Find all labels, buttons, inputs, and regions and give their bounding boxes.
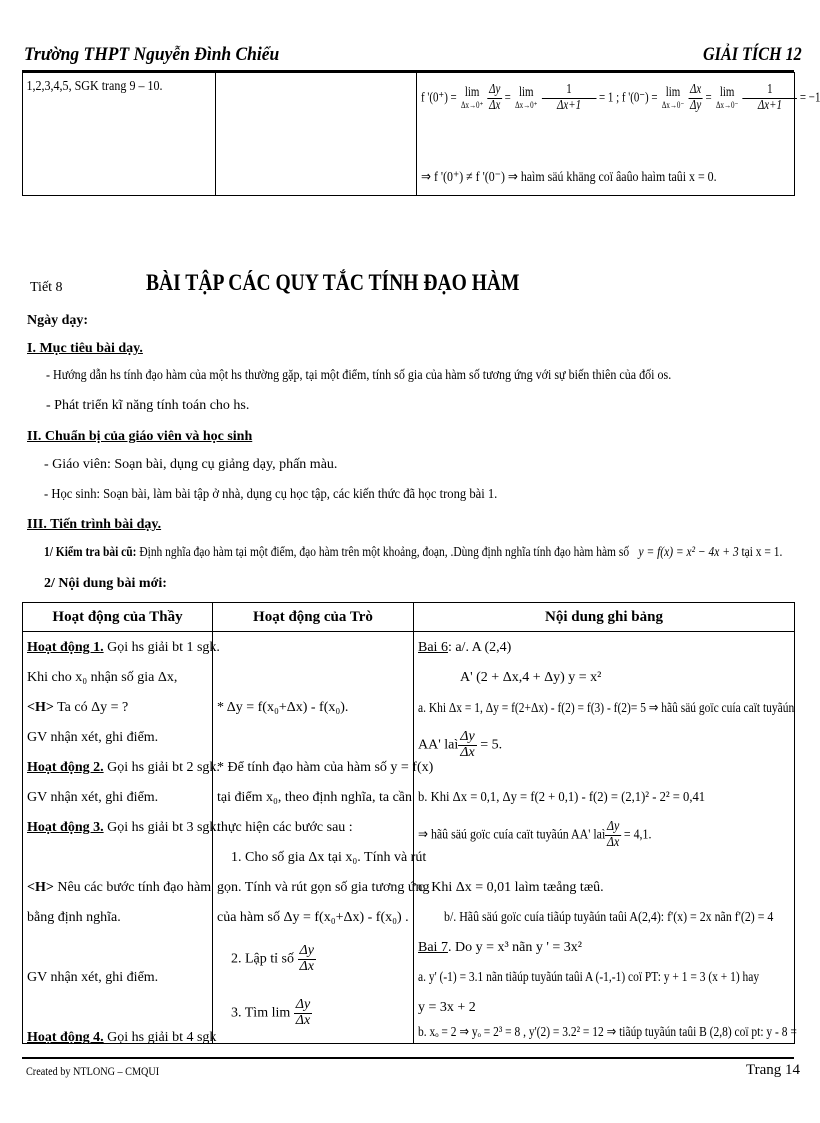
lim-text: lim	[464, 85, 480, 101]
line-b2	[418, 820, 651, 850]
noi-dung-label: 2/ Nội dung bài mới:	[44, 576, 167, 591]
line-c: c. Khi Δx = 0,01 laìm tæång tæû.	[418, 880, 604, 895]
taco-line	[27, 700, 128, 716]
frac-dx: Δx	[489, 97, 501, 113]
line-d-text: b/. Hãû säú goïc cuía tiãúp tuyãún taûi A(2,4):	[444, 910, 665, 925]
line-d2-text: f'(x) = 2x nãn f'(2) = 4	[667, 910, 774, 925]
frac-one: 1	[542, 83, 597, 99]
kiem-tra-text: Định nghĩa đạo hàm tại một điểm, đạo hàm trên một khoảng, đoạn, .Dùng định nghĩa tính đạo hàm hàm số	[139, 545, 630, 560]
aa-line	[418, 730, 502, 760]
a-prime-line: A' (2 + Δx,4 + Δy) y = x²	[460, 670, 602, 685]
frac-dx: Δx	[295, 1012, 311, 1028]
hd2-text: Gọi hs giải bt 2 sgk.	[107, 760, 220, 775]
col-thay	[23, 632, 220, 1045]
eq-sign: =	[504, 90, 511, 106]
header-tro: Hoạt động của Trò	[213, 603, 414, 632]
eq-one: = 1 ; f '(0⁻) =	[599, 90, 658, 106]
frac-dx: Δx	[690, 82, 702, 97]
subject-title: GIẢI TÍCH 12	[703, 44, 802, 65]
bang-dinh-nghia: bằng định nghĩa.	[27, 910, 121, 925]
footer-created: Created by NTLONG – CMQUI	[26, 1064, 160, 1078]
frac-dx: Δx	[460, 744, 475, 760]
de-tinh: * Để tính đạo hàm của hàm số y = f(x)	[217, 760, 434, 775]
gv-1: GV nhận xét, ghi điểm.	[27, 730, 159, 745]
bai7-title: Bai 7	[418, 940, 448, 955]
f0plus-label: f '(0⁺) =	[421, 90, 457, 106]
kiem-tra-label: 1/ Kiểm tra bài cũ:	[44, 545, 137, 560]
frac-dx: Δx	[299, 958, 314, 974]
bai6-title: Bai 6	[418, 640, 448, 655]
exercise-ref: 1,2,3,4,5, SGK trang 9 – 10.	[26, 79, 163, 94]
top-table	[22, 72, 820, 196]
hd1-line	[27, 640, 220, 656]
school-name: Trường THPT Nguyễn Đình Chiểu	[24, 44, 280, 65]
derivative-limits	[421, 83, 820, 113]
hd3-line	[27, 820, 220, 836]
section-3-title: III. Tiến trình bài dạy.	[27, 517, 162, 532]
neu-line	[27, 880, 211, 896]
frac-dx: Δx	[606, 834, 620, 850]
frac-dy: Δy	[606, 819, 620, 834]
lim-text: lim	[518, 85, 534, 101]
khi-cho: Khi cho x₀ nhận số gia Δx,	[27, 670, 178, 685]
section-1-item-1: - Hướng dẫn hs tính đạo hàm của một hs thường gặp, tại một điểm, tính số gia của hàm số tương ứng với sự biến thiên của đối os.	[46, 368, 672, 383]
gv-2: GV nhận xét, ghi điểm.	[27, 790, 159, 805]
eq41: = 4,1.	[623, 827, 652, 843]
top-table-col1	[23, 73, 216, 196]
bai6-a: : a/. A (2,4)	[447, 640, 512, 655]
section-2-title: II. Chuẩn bị của giáo viên và học sinh	[27, 429, 253, 444]
step-1c: của hàm số Δy = f(x₀+Δx) - f(x₀) .	[217, 910, 409, 925]
top-table-col2	[216, 73, 417, 196]
h-tag: <H>	[27, 700, 54, 715]
line-a: a. Khi Δx = 1, Δy = f(2+Δx) - f(2) = f(3) - f(2)= 5 ⇒ hãû säú goïc cuía caït tuyãún	[418, 701, 795, 716]
page-number: Trang 14	[746, 1062, 801, 1078]
h-tag: <H>	[27, 880, 54, 895]
kiem-tra-line	[44, 545, 782, 561]
kiem-tra-tail: tại x = 1.	[741, 545, 783, 560]
ngay-day: Ngày dạy:	[27, 313, 89, 328]
kiem-tra-formula: y = f(x) = x² − 4x + 3	[638, 545, 739, 560]
eq-minus-one: = −1	[799, 90, 820, 106]
section-2-item-2: - Học sinh: Soạn bài, làm bài tập ở nhà, dụng cụ học tập, các kiến thức đã học trong bài 1.	[44, 487, 498, 502]
frac-dy: Δy	[489, 82, 501, 97]
lim-text: lim	[719, 85, 735, 101]
hd2-title: Hoạt động 2.	[27, 760, 104, 775]
frac-dx-plus-1: Δx+1	[757, 97, 782, 113]
step-1a: 1. Cho số gia Δx tại x₀. Tính và rút	[231, 850, 427, 865]
hd2-line	[27, 760, 220, 776]
header-thay: Hoạt động của Thầy	[23, 603, 213, 632]
step-3	[231, 998, 312, 1028]
hd3-text: Gọi hs giải bt 3 sgk.	[107, 820, 220, 835]
thuc-hien: thực hiện các bước sau :	[217, 820, 353, 835]
hd4-line	[27, 1030, 216, 1046]
line-7b: y = 3x + 2	[418, 1000, 476, 1015]
section-1-item-2: - Phát triển kĩ năng tính toán cho hs.	[46, 398, 250, 413]
hd1-text: Gọi hs giải bt 1 sgk.	[107, 640, 220, 655]
lim-sub: Δx→0⁺	[515, 99, 538, 110]
gv-3: GV nhận xét, ghi điểm.	[27, 970, 159, 985]
tiet-label: Tiết 8	[30, 280, 63, 295]
conclusion-line: ⇒ f '(0⁺) ≠ f '(0⁻) ⇒ haìm säú khäng coï âaûo haìm taûi x = 0.	[421, 170, 717, 185]
step-1b: gọn. Tính và rút gọn số gia tương ứng	[217, 880, 430, 895]
col-noi-dung	[414, 632, 795, 1044]
frac-dy: Δy	[299, 943, 314, 958]
step-2	[231, 944, 316, 974]
line-7c: b. xₒ = 2 ⇒ yₒ = 2³ = 8 , y'(2) = 3.2² = 12 ⇒ tiãúp tuyãún taûi B (2,8) coï pt: y - 8 =	[418, 1025, 797, 1040]
neu-text: Nêu các bước tính đạo hàm	[57, 880, 212, 895]
header-noi-dung: Nội dung ghi bảng	[414, 603, 795, 632]
hd4-title: Hoạt động 4.	[27, 1030, 104, 1045]
lim-text: lim	[665, 85, 681, 101]
bai7-text: . Do y = x³ nãn y ' = 3x²	[447, 940, 582, 955]
line-7a: a. y' (-1) = 3.1 nãn tiãúp tuyãún taûi A (-1,-1) coï PT: y + 1 = 3 (x + 1) hay	[418, 970, 760, 985]
frac-dy: Δy	[295, 997, 311, 1012]
frac-one: 1	[743, 83, 798, 99]
tai-diem: tại điểm x₀, theo định nghĩa, ta cần	[217, 790, 412, 805]
top-table-col3	[417, 73, 820, 196]
eq-sign: =	[705, 90, 712, 106]
lim-sub: Δx→0⁻	[716, 99, 739, 110]
section-2-item-1: - Giáo viên: Soạn bài, dụng cụ giảng dạy, phấn màu.	[44, 457, 338, 472]
hd3-title: Hoạt động 3.	[27, 820, 104, 835]
step-2-text: 2. Lập tỉ số	[231, 951, 294, 967]
bai7-line	[418, 940, 582, 956]
line-b: b. Khi Δx = 0,1, Δy = f(2 + 0,1) - f(2) = (2,1)² - 2² = 0,41	[418, 790, 706, 805]
main-table	[22, 602, 795, 1044]
hd1-title: Hoạt động 1.	[27, 640, 104, 655]
taco-text: Ta có Δy = ?	[57, 700, 129, 715]
frac-dx-plus-1: Δx+1	[556, 97, 582, 113]
line-d	[444, 910, 773, 926]
step-3-text: 3. Tìm lim	[231, 1005, 291, 1021]
line-b2-text: ⇒ hãû säú goïc cuía caït tuyãún AA' laì	[418, 827, 606, 843]
footer-rule	[22, 1057, 794, 1059]
frac-dy: Δy	[690, 97, 702, 113]
lim-sub: Δx→0⁺	[461, 99, 484, 110]
eq5: = 5.	[480, 737, 503, 753]
aa-text: AA' laì	[418, 737, 459, 753]
dy-def: * Δy = f(x₀+Δx) - f(x₀).	[217, 700, 349, 715]
hd4-text: Gọi hs giải bt 4 sgk	[107, 1030, 217, 1045]
bai6-line	[418, 640, 511, 656]
frac-dy: Δy	[460, 729, 475, 744]
lim-sub: Δx→0⁻	[661, 99, 685, 110]
lesson-title: BÀI TẬP CÁC QUY TẮC TÍNH ĐẠO HÀM	[146, 270, 520, 295]
section-1-title: I. Mục tiêu bài dạy.	[27, 341, 143, 356]
